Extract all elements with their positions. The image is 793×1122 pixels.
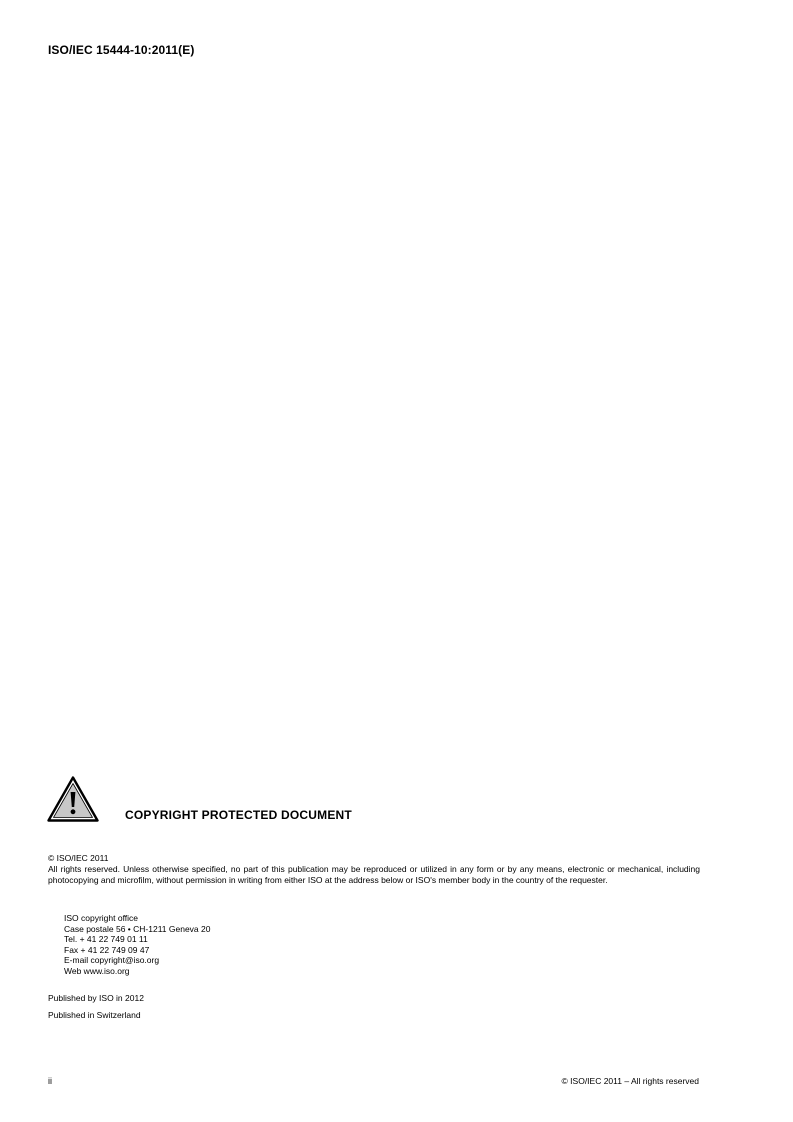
office-telephone: Tel. + 41 22 749 01 11	[64, 934, 148, 945]
office-name: ISO copyright office	[64, 913, 139, 923]
copyright-protected-title: COPYRIGHT PROTECTED DOCUMENT	[125, 808, 352, 822]
rights-statement: All rights reserved. Unless otherwise specified, no part of this publication may be reproduced or utilized in any form or by any means, electronic or mechanical, including photocopying and microfilm, without permission in writing from either ISO at the address below or ISO's member body in the country of the requester.	[48, 864, 700, 885]
office-website: Web www.iso.org	[64, 965, 130, 976]
footer-copyright: © ISO/IEC 2011 – All rights reserved	[561, 1076, 699, 1086]
copyright-line: © ISO/IEC 2011	[48, 853, 109, 863]
office-fax: Fax + 41 22 749 09 47	[64, 944, 150, 955]
warning-triangle-icon	[47, 776, 99, 822]
office-postal-address: Case postale 56 • CH-1211 Geneva 20	[64, 923, 211, 934]
office-email: E-mail copyright@iso.org	[64, 955, 160, 966]
published-in-line: Published in Switzerland	[48, 1010, 141, 1020]
document-id-header: ISO/IEC 15444-10:2011(E)	[48, 43, 195, 57]
published-by-line: Published by ISO in 2012	[48, 993, 144, 1003]
copyright-office-address	[64, 913, 210, 977]
page-number: ii	[48, 1076, 52, 1086]
